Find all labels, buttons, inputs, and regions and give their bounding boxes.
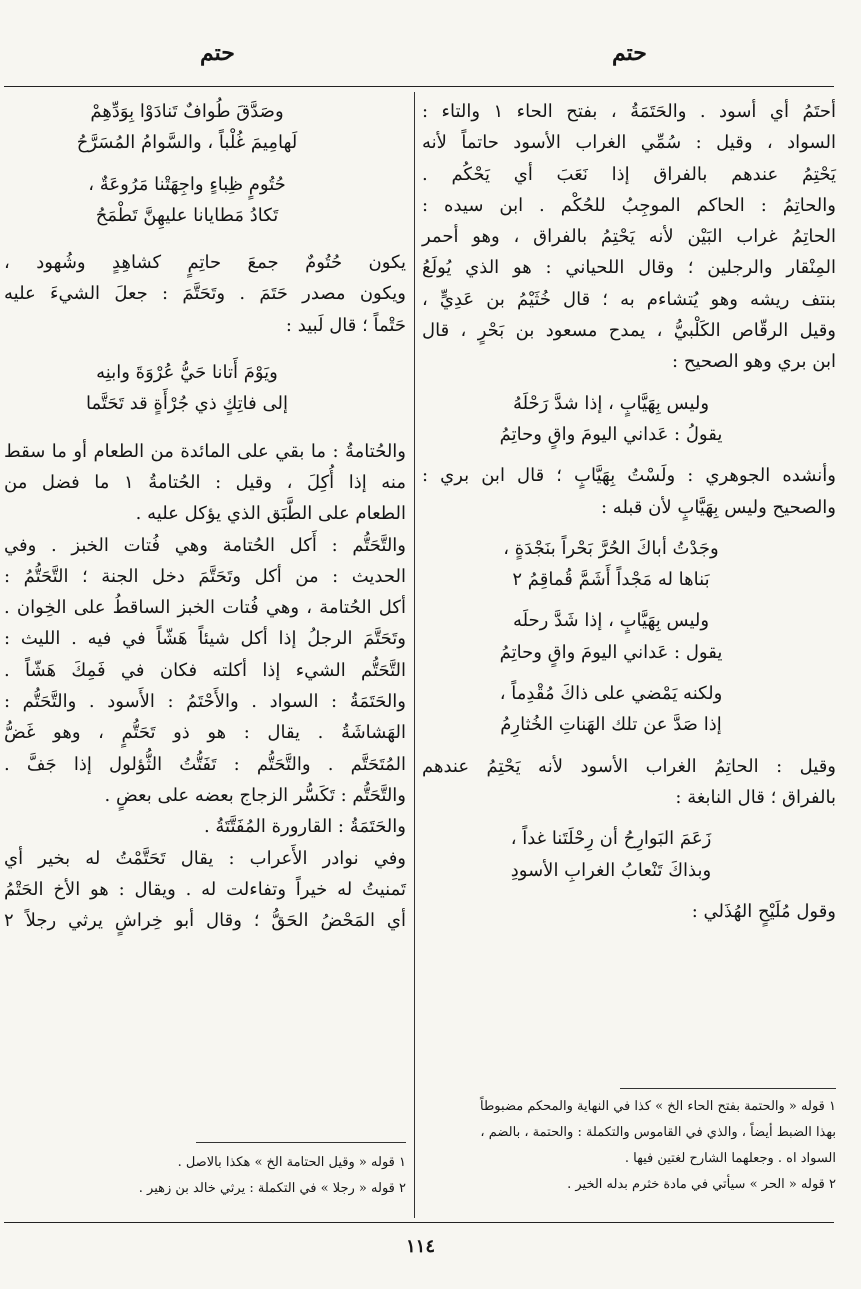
footnote-line: ٢ قوله « الحر » سيأتي في مادة خثرم بدله الخير . xyxy=(567,1177,836,1192)
verse-line: وبذاكَ تَنْعابُ الغرابِ الأسودِ xyxy=(510,859,712,881)
verse-line: وليس بِهَيَّابٍ ، إذا شدَّ رَحْلَهُ xyxy=(512,392,710,414)
verse-line: لَهامِيمَ غُلْباً ، والسَّوامُ المُسَرَّحُ xyxy=(76,132,298,154)
text-line: أحتَمُ أي أسود . والحَتَمَةُ ، بفتح الحاء ١ والتاء : xyxy=(422,101,836,122)
text-line: ابن بري وهو الصحيح : xyxy=(672,351,836,373)
verse-line: يقولُ : عَداني اليومَ واقٍ وحاتِمُ xyxy=(499,423,723,445)
text-line: التَّحَتُّم الشيء إذا أكلته فكان في فَمِكَ هَشّاً . xyxy=(4,659,406,681)
text-line: وفي نوادر الأَعراب : يقال تَحَتَّمْتُ له بخير أي xyxy=(4,847,406,869)
verse-line: وجَدْتُ أباكَ الحُرَّ بَحْراً بنَجْدَةٍ ، xyxy=(503,537,719,559)
verse-line: إذا صَدَّ عن تلك الهَناتِ الخُثارِمُ xyxy=(500,714,722,736)
verse-line: حُتُومٍ ظِباءٍ واجِهَتْنا مَرُوعَةٌ ، xyxy=(88,173,286,195)
text-line: والتَّحَتُّم : أَكل الحُتامة وهي فُتات الخبز . وفي xyxy=(4,534,406,556)
footnote-line: السواد اه . وجعلهما الشارح لغتين فيها . xyxy=(624,1151,836,1166)
text-line: السواد ، وقيل : سُمِّي الغراب الأسود حاتماً لأنه xyxy=(422,132,836,154)
text-line: أكل الحُتامة ، وهي فُتات الخبز الساقطُ على الخِوان . xyxy=(4,597,406,619)
text-line: والحَتَمَةُ : السواد . والأَحْتَمُ : الأَسود . والتَّحَتُّم : xyxy=(4,691,406,713)
text-line: منه إذا أُكِلَ ، وقيل : الحُتامةُ ١ ما فضل من xyxy=(4,471,407,493)
footnote-line: بهذا الضبط أيضاً ، والذي في القاموس والتكملة : والحتمة ، بالضم ، xyxy=(480,1125,836,1140)
text-line: المُتَحَتَّم . والتَّحَتُّم : تَفَتُّتُ الثُّؤلول إذا جَفَّ . xyxy=(4,753,406,775)
right-column xyxy=(422,96,836,927)
text-line: الطعام على الطَّبَق الذي يؤكل عليه . xyxy=(135,503,406,525)
text-line: الحاتِمُ غراب البَيْن لأنه يَحْتِمُ بالفراق ، وهو أحمر xyxy=(422,226,836,248)
text-line: يَحْتِمُ عندهم بالفراق إذا نَعَبَ أي يَحْكُم . xyxy=(422,163,836,185)
footnote-rule-right xyxy=(620,1088,836,1089)
footnote-line: ٢ قوله « رجلا » في التكملة : يرثي خالد بن زهير . xyxy=(138,1181,406,1196)
verse-line: يقول : عَداني اليومَ واقٍ وحاتِمُ xyxy=(499,641,723,663)
text-line: والصحيح وليس بِهَيَّابٍ لأن قبله : xyxy=(601,496,836,518)
verse-line: وليس بِهَيَّابٍ ، إذا شَدَّ رحلَه xyxy=(512,610,710,632)
verse-line: وصَدَّقَ طُوافٌ تَنادَوْا بِوَدِّهِمْ xyxy=(90,101,284,122)
header-rule xyxy=(4,86,834,87)
text-line: حَتْماً ؛ قال لَبيد : xyxy=(285,314,406,336)
text-line: تَمنيتُ له خيراً وتفاءلت له . ويقال : هو الأخ الحَتْمُ xyxy=(4,878,406,900)
text-line: وأنشده الجوهري : ولَسْتُ بِهَيَّابٍ ؛ قال ابن بري : xyxy=(422,465,836,487)
verse-line: زَعَمَ البَوارِحُ أن رِحْلَتَنا غداً ، xyxy=(510,828,712,850)
text-line: المِنْقار والرجلين ؛ وقال اللحياني : هو الذي يُولَعُ xyxy=(422,257,836,279)
column-divider xyxy=(414,92,415,1218)
text-line: والحَتَمَةُ : القارورة المُفَتَّتَةُ . xyxy=(203,816,406,838)
text-line: أي المَحْضُ الحَقُّ ؛ وقال أبو خِراشٍ يرثي رجلاً ٢ xyxy=(4,910,406,932)
page-number: ١١٤ xyxy=(406,1236,436,1257)
text-line: وتَحَتَّمَ الرجلُ إذا أكل شيئاً هَشّاً في فيه . الليث : xyxy=(4,628,406,650)
footnote-rule-left xyxy=(196,1142,406,1143)
text-line: الحديث : من أكل وتَحَتَّمَ دخل الجنة ؛ التَّحَتُّمُ : xyxy=(4,565,406,587)
text-line: يكون حُتُومٌ جمعَ حاتِمٍ كشاهِدٍ وشُهود ، xyxy=(4,252,406,274)
text-line: وقيل الرقّاص الكَلْبيُّ ، يمدح مسعود بن بَحْرٍ ، قال xyxy=(422,320,836,342)
text-line: والحُتامةُ : ما بقي على المائدة من الطعام أو ما سقط xyxy=(4,440,406,462)
page-header-left: حتم xyxy=(200,40,235,66)
text-line: والحاتِمُ : الحاكم الموجِبُ للحُكْم . ابن سيده : xyxy=(422,194,836,216)
page-header-right: حتم xyxy=(612,40,647,66)
text-line: بنتف ريشه وهو يُتشاءم به ؛ قال خُثَيْمُ بن عَدِيٍّ ، xyxy=(422,288,836,310)
text-line: وقيل : الحاتِمُ الغراب الأسود لأنه يَحْتِمُ عندهم xyxy=(422,755,836,777)
text-line: الهَشاشَةُ . يقال : هو ذو تَحَتُّمٍ ، وهو غَضُّ xyxy=(4,722,406,744)
verse-line: بَناها له مَجْداً أَشَمَّ قُماقِمُ ٢ xyxy=(512,569,710,591)
verse-line: ولكنه يَمْضي على ذاكَ مُقْدِماً ، xyxy=(499,683,723,705)
verse-line: إلى فاتِكٍ ذي جُرْأَةٍ قد تَحَتَّما xyxy=(86,393,288,415)
text-line: ويكون مصدر حَتَمَ . وتَحَتَّمَ : جعلَ الشيءَ عليه xyxy=(4,283,406,305)
footnote-line: ١ قوله « وقيل الحتامة الخ » هكذا بالاصل . xyxy=(177,1155,406,1170)
left-column xyxy=(4,96,406,936)
footnotes-right xyxy=(422,1094,836,1198)
text-line: بالفراق ؛ قال النابغة : xyxy=(675,786,836,808)
footnote-line: ١ قوله « والحتمة بفتح الحاء الخ » كذا في النهاية والمحكم مضبوطاً xyxy=(480,1099,836,1114)
text-line: وقول مُلَيْحٍ الهُذَلي : xyxy=(691,900,836,922)
text-line: والتَّحَتُّم : تَكَسُّر الزجاج بعضه على بعضٍ . xyxy=(104,784,406,806)
verse-line: تَكادُ مَطايانا عليهِنَّ تَطْمَحُ xyxy=(95,204,279,226)
verse-line: ويَوْمَ أَتانا حَيُّ عُرْوَةَ وابنِه xyxy=(96,362,278,384)
footnotes-left xyxy=(80,1150,406,1202)
footer-rule xyxy=(4,1222,834,1223)
